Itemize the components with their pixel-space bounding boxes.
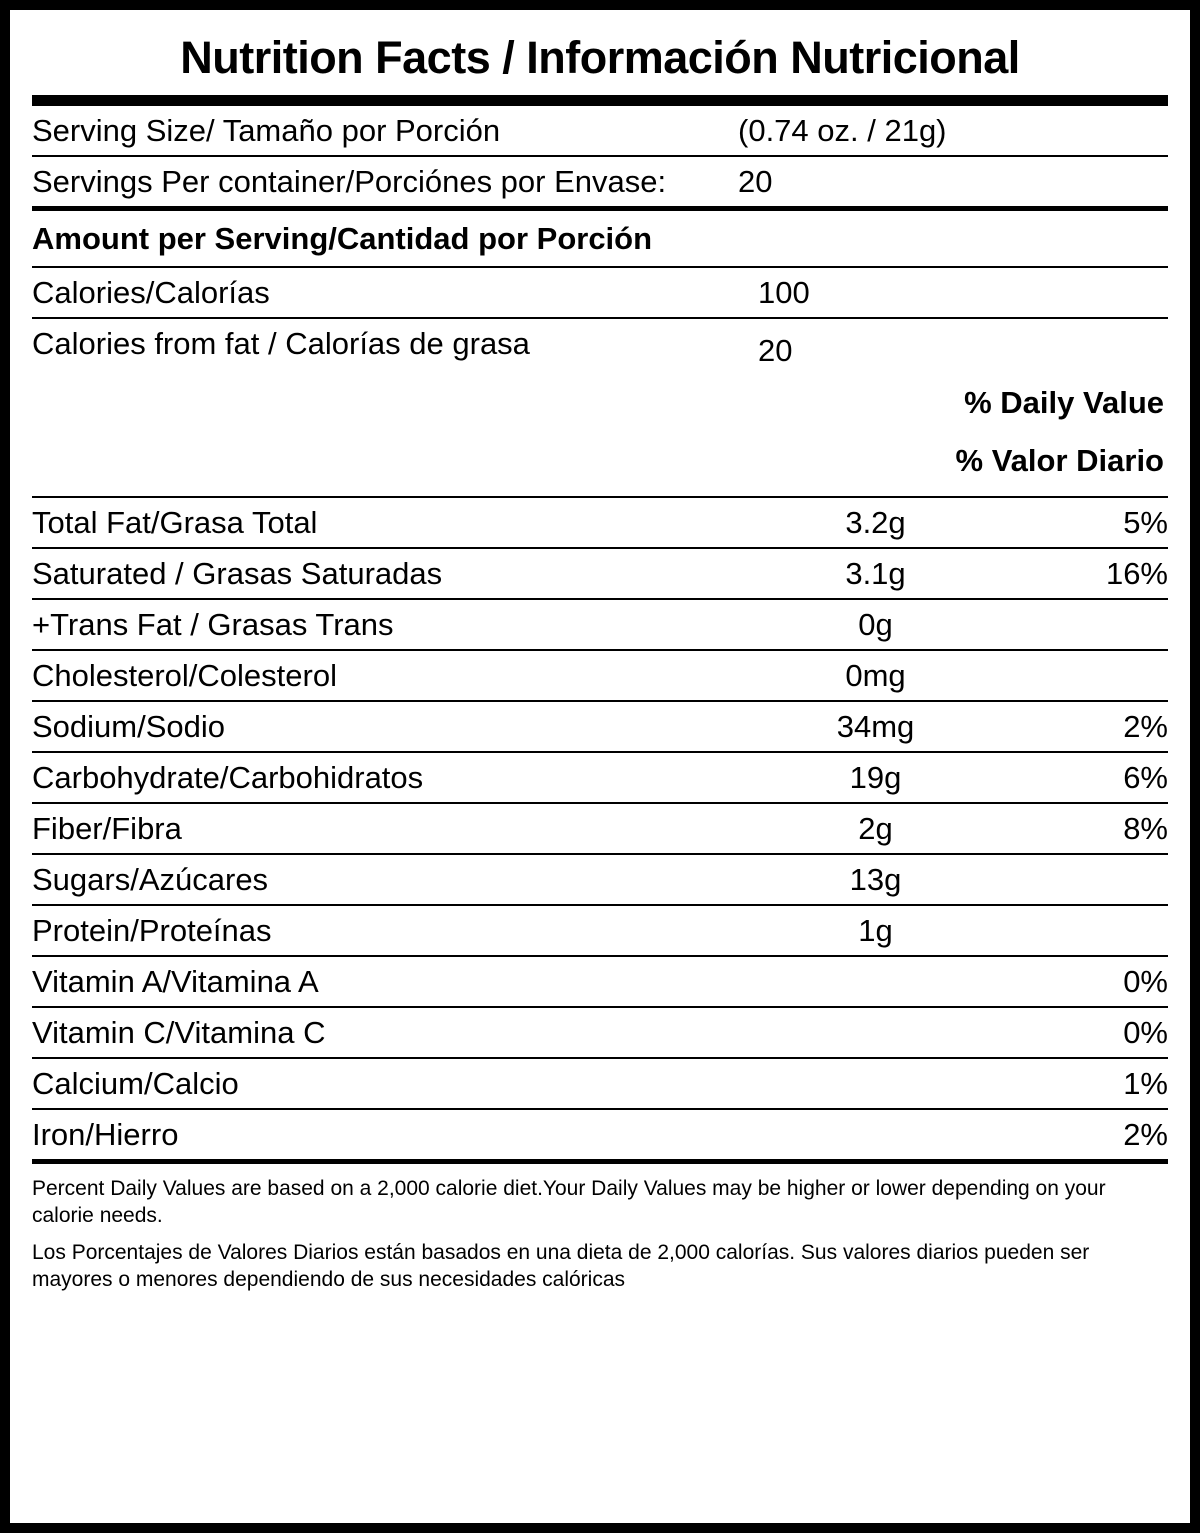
- nutrient-dv: 2%: [1123, 708, 1168, 744]
- nutrient-dv: 0%: [1123, 963, 1168, 999]
- table-row: [32, 804, 1168, 853]
- nutrient-amount: 19g: [849, 759, 902, 795]
- table-row: [32, 1059, 1168, 1108]
- calories-from-fat-row: [32, 319, 1168, 368]
- nutrient-label: Total Fat/Grasa Total: [32, 504, 318, 540]
- footnote-english: Percent Daily Values are based on a 2,000 calorie diet.Your Daily Values may be higher or lower depending on your calorie needs.: [32, 1176, 1106, 1227]
- table-row: [32, 906, 1168, 955]
- servings-per-container-row: [32, 157, 1168, 206]
- table-row: [32, 957, 1168, 1006]
- footnote-spanish: Los Porcentajes de Valores Diarios están basados en una dieta de 2,000 calorías. Sus valores diarios pueden ser mayores o menores dependiendo de sus necesidades calóricas: [32, 1240, 1090, 1291]
- page-title: Nutrition Facts / Información Nutricional: [180, 32, 1020, 83]
- nutrient-label: Cholesterol/Colesterol: [32, 657, 337, 693]
- nutrient-label: Vitamin A/Vitamina A: [32, 963, 319, 999]
- nutrient-label: Saturated / Grasas Saturadas: [32, 555, 443, 591]
- nutrient-amount: 3.2g: [845, 504, 906, 540]
- table-row: [32, 702, 1168, 751]
- nutrient-dv: 1%: [1123, 1065, 1168, 1101]
- table-row: [32, 855, 1168, 904]
- table-row: [32, 600, 1168, 649]
- calories-label: Calories/Calorías: [32, 275, 270, 311]
- serving-size-row: [32, 106, 1168, 155]
- divider-thick-top: [32, 95, 1168, 106]
- nutrient-dv: 0%: [1123, 1014, 1168, 1050]
- serving-size-label: Serving Size/ Tamaño por Porción: [32, 113, 501, 149]
- nutrient-label: Carbohydrate/Carbohidratos: [32, 759, 424, 795]
- footnotes: [32, 1164, 1168, 1294]
- nutrient-dv: 16%: [1105, 555, 1168, 591]
- nutrient-label: Protein/Proteínas: [32, 912, 272, 948]
- nutrient-label: +Trans Fat / Grasas Trans: [32, 606, 394, 642]
- table-row: [32, 549, 1168, 598]
- servings-per-container-label: Servings Per container/Porciónes por Envase:: [32, 164, 667, 200]
- table-row: [32, 498, 1168, 547]
- daily-value-english: % Daily Value: [964, 385, 1164, 421]
- table-row: [32, 753, 1168, 802]
- nutrient-dv: 2%: [1123, 1116, 1168, 1152]
- calories-from-fat-label: Calories from fat / Calorías de grasa: [32, 326, 530, 362]
- nutrient-label: Vitamin C/Vitamina C: [32, 1014, 326, 1050]
- table-row: [32, 1110, 1168, 1159]
- serving-size-value: (0.74 oz. / 21g): [738, 113, 947, 149]
- calories-value: 100: [758, 275, 810, 311]
- nutrient-amount: 0g: [858, 606, 893, 642]
- nutrient-label: Sugars/Azúcares: [32, 861, 269, 897]
- table-row: [32, 651, 1168, 700]
- nutrient-label: Sodium/Sodio: [32, 708, 226, 744]
- nutrient-amount: 13g: [849, 861, 902, 897]
- nutrient-amount: 1g: [858, 912, 893, 948]
- nutrient-amount: 0mg: [845, 657, 906, 693]
- nutrient-label: Calcium/Calcio: [32, 1065, 239, 1101]
- amount-per-serving-heading: Amount per Serving/Cantidad por Porción: [32, 221, 653, 257]
- calories-from-fat-value: 20: [758, 333, 793, 369]
- nutrient-dv: 8%: [1123, 810, 1168, 846]
- nutrient-label: Iron/Hierro: [32, 1116, 179, 1152]
- nutrient-dv: 6%: [1123, 759, 1168, 795]
- daily-value-spanish: % Valor Diario: [955, 443, 1164, 479]
- nutrient-amount: 3.1g: [845, 555, 906, 591]
- calories-row: [32, 268, 1168, 317]
- nutrient-amount: 2g: [858, 810, 893, 846]
- table-row: [32, 1008, 1168, 1057]
- servings-per-container-value: 20: [738, 164, 773, 200]
- daily-value-header: [32, 368, 1168, 496]
- nutrient-amount: 34mg: [836, 708, 915, 744]
- nutrient-label: Fiber/Fibra: [32, 810, 182, 846]
- nutrient-dv: 5%: [1123, 504, 1168, 540]
